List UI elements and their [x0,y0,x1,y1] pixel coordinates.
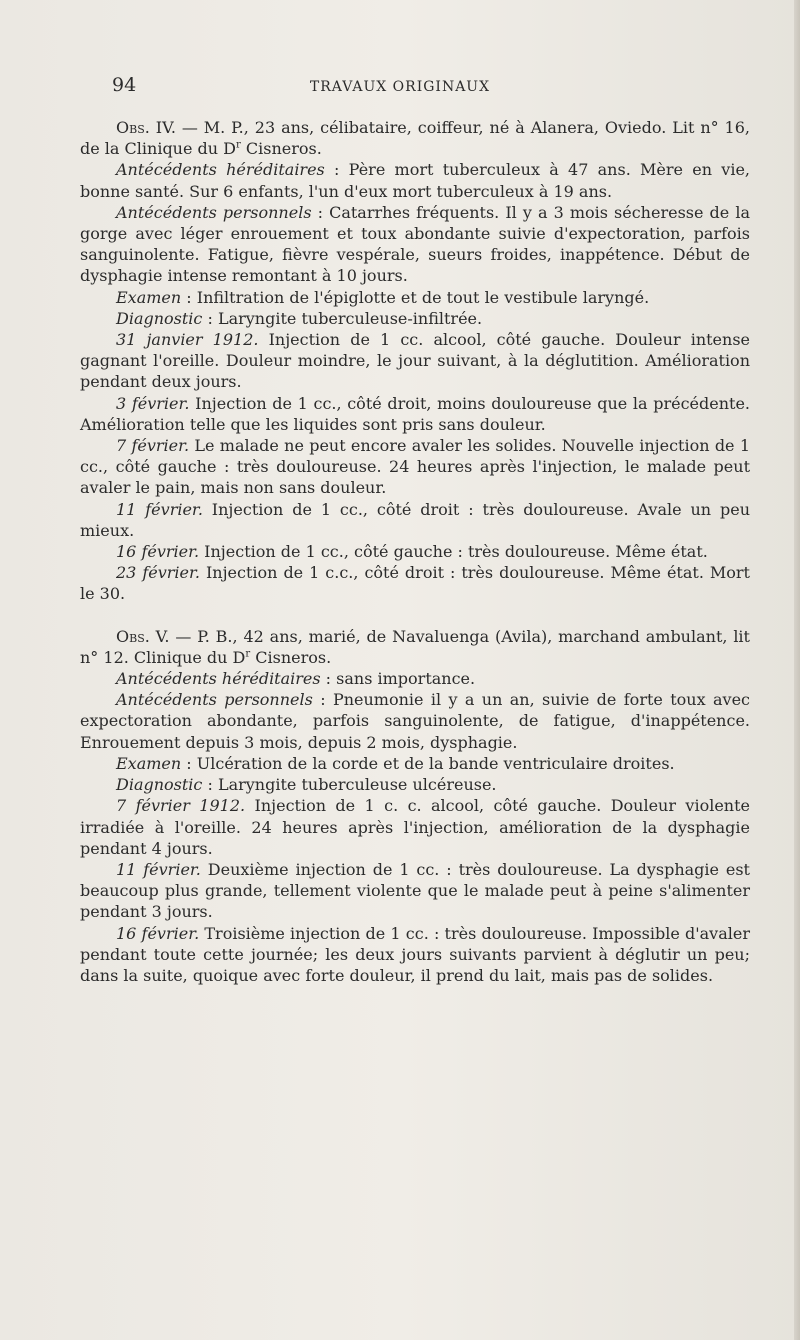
obs4-diagnosis: Diagnostic : Laryngite tuberculeuse-infiltrée. [116,308,483,328]
obs4-intro: Obs. IV. — M. P., 23 ans, célibataire, coiffeur, né à Alanera, Oviedo. Lit n° 16, de la Clinique du $D^r$ Cisneros. [80,118,751,159]
obs5-personal: Antécédents personnels : Pneumonie il y a un an, suivie de forte toux avec expectoration abondante, parfois sanguinolente, de fatigue, d'inappétence. Enrouement depuis 3 mois, depuis 2 mois, dysphagie. [80,690,750,752]
obs5-entry: 7 février 1912. Injection de 1 c. c. alcool, côté gauche. Douleur violente irradiée à l'oreille. 24 heures après l'injection, amélioration de la dysphagie pendant 4 jours. [80,796,750,858]
obs4-entry: 16 février. Injection de 1 cc., côté gauche : très douloureuse. Même état. [116,542,708,562]
obs4-entry: 3 février. Injection de 1 cc., côté droit, moins douloureuse que la précédente. Amélioration telle que les liquides sont pris sans douleur. [80,393,751,434]
page-number: 94 [112,74,137,96]
obs5-entry: 11 février. Deuxième injection de 1 cc. : très douloureuse. La dysphagie est beaucoup plus grande, tellement violente que le malade peut à peine s'alimenter pendant 3 jours. [80,859,750,922]
obs5-intro: Obs. V. — P. B., 42 ans, marié, de Navaluenga (Avila), marchand ambulant, lit n° 12. Clinique du $D^r$ Cisneros. [80,626,750,667]
obs4-hereditary: Antécédents héréditaires : Père mort tuberculeux à 47 ans. Mère en vie, bonne santé. Sur 6 enfants, l'un d'eux mort tuberculeux à 19 ans. [80,160,751,201]
page-header [0,74,800,104]
document-body [80,117,750,986]
obs4-personal: Antécédents personnels : Catarrhes fréquents. Il y a 3 mois sécheresse de la gorge avec léger enrouement et toux abondante suivie d'expectoration, parfois sanguinolente. Fatigue, fièvre vespérale, sueurs froides, inappétence. Début de dysphagie intense remontant à 10 jours. [80,202,750,286]
obs4-entry: 23 février. Injection de 1 c.c., côté droit : très douloureuse. Même état. Mort le 30. [80,563,750,604]
obs5-hereditary: Antécédents héréditaires : sans importance. [116,669,476,689]
obs5-exam: Examen : Ulcération de la corde et de la bande ventriculaire droites. [116,753,675,773]
obs4-entry: 11 février. Injection de 1 cc., côté droit : très douloureuse. Avale un peu mieux. [80,499,750,540]
running-title: TRAVAUX ORIGINAUX [309,79,491,95]
obs5-label: Obs. V. [116,626,170,646]
obs4-entry: 7 février. Le malade ne peut encore avaler les solides. Nouvelle injection de 1 cc., côté gauche : très douloureuse. 24 heures après l'injection, le malade peut avaler le pain, mais non sans douleur. [80,436,750,498]
obs5-diagnosis: Diagnostic : Laryngite tuberculeuse ulcéreuse. [116,775,497,795]
obs4-entry: 31 janvier 1912. Injection de 1 cc. alcool, côté gauche. Douleur intense gagnant l'oreille. Douleur moindre, le jour suivant, à la déglutition. Amélioration pendant deux jours. [80,330,751,392]
page-edge [794,0,800,1340]
obs4-exam: Examen : Infiltration de l'épiglotte et de tout le vestibule laryngé. [116,287,650,307]
obs4-label: Obs. IV. [116,118,176,137]
obs5-entry: 16 février. Troisième injection de 1 cc. : très douloureuse. Impossible d'avaler pendant toute cette journée; les deux jours suivants parvient à déglutir un peu; dans la suite, quoique avec forte douleur, il prend du lait, mais pas de solides. [80,923,750,985]
